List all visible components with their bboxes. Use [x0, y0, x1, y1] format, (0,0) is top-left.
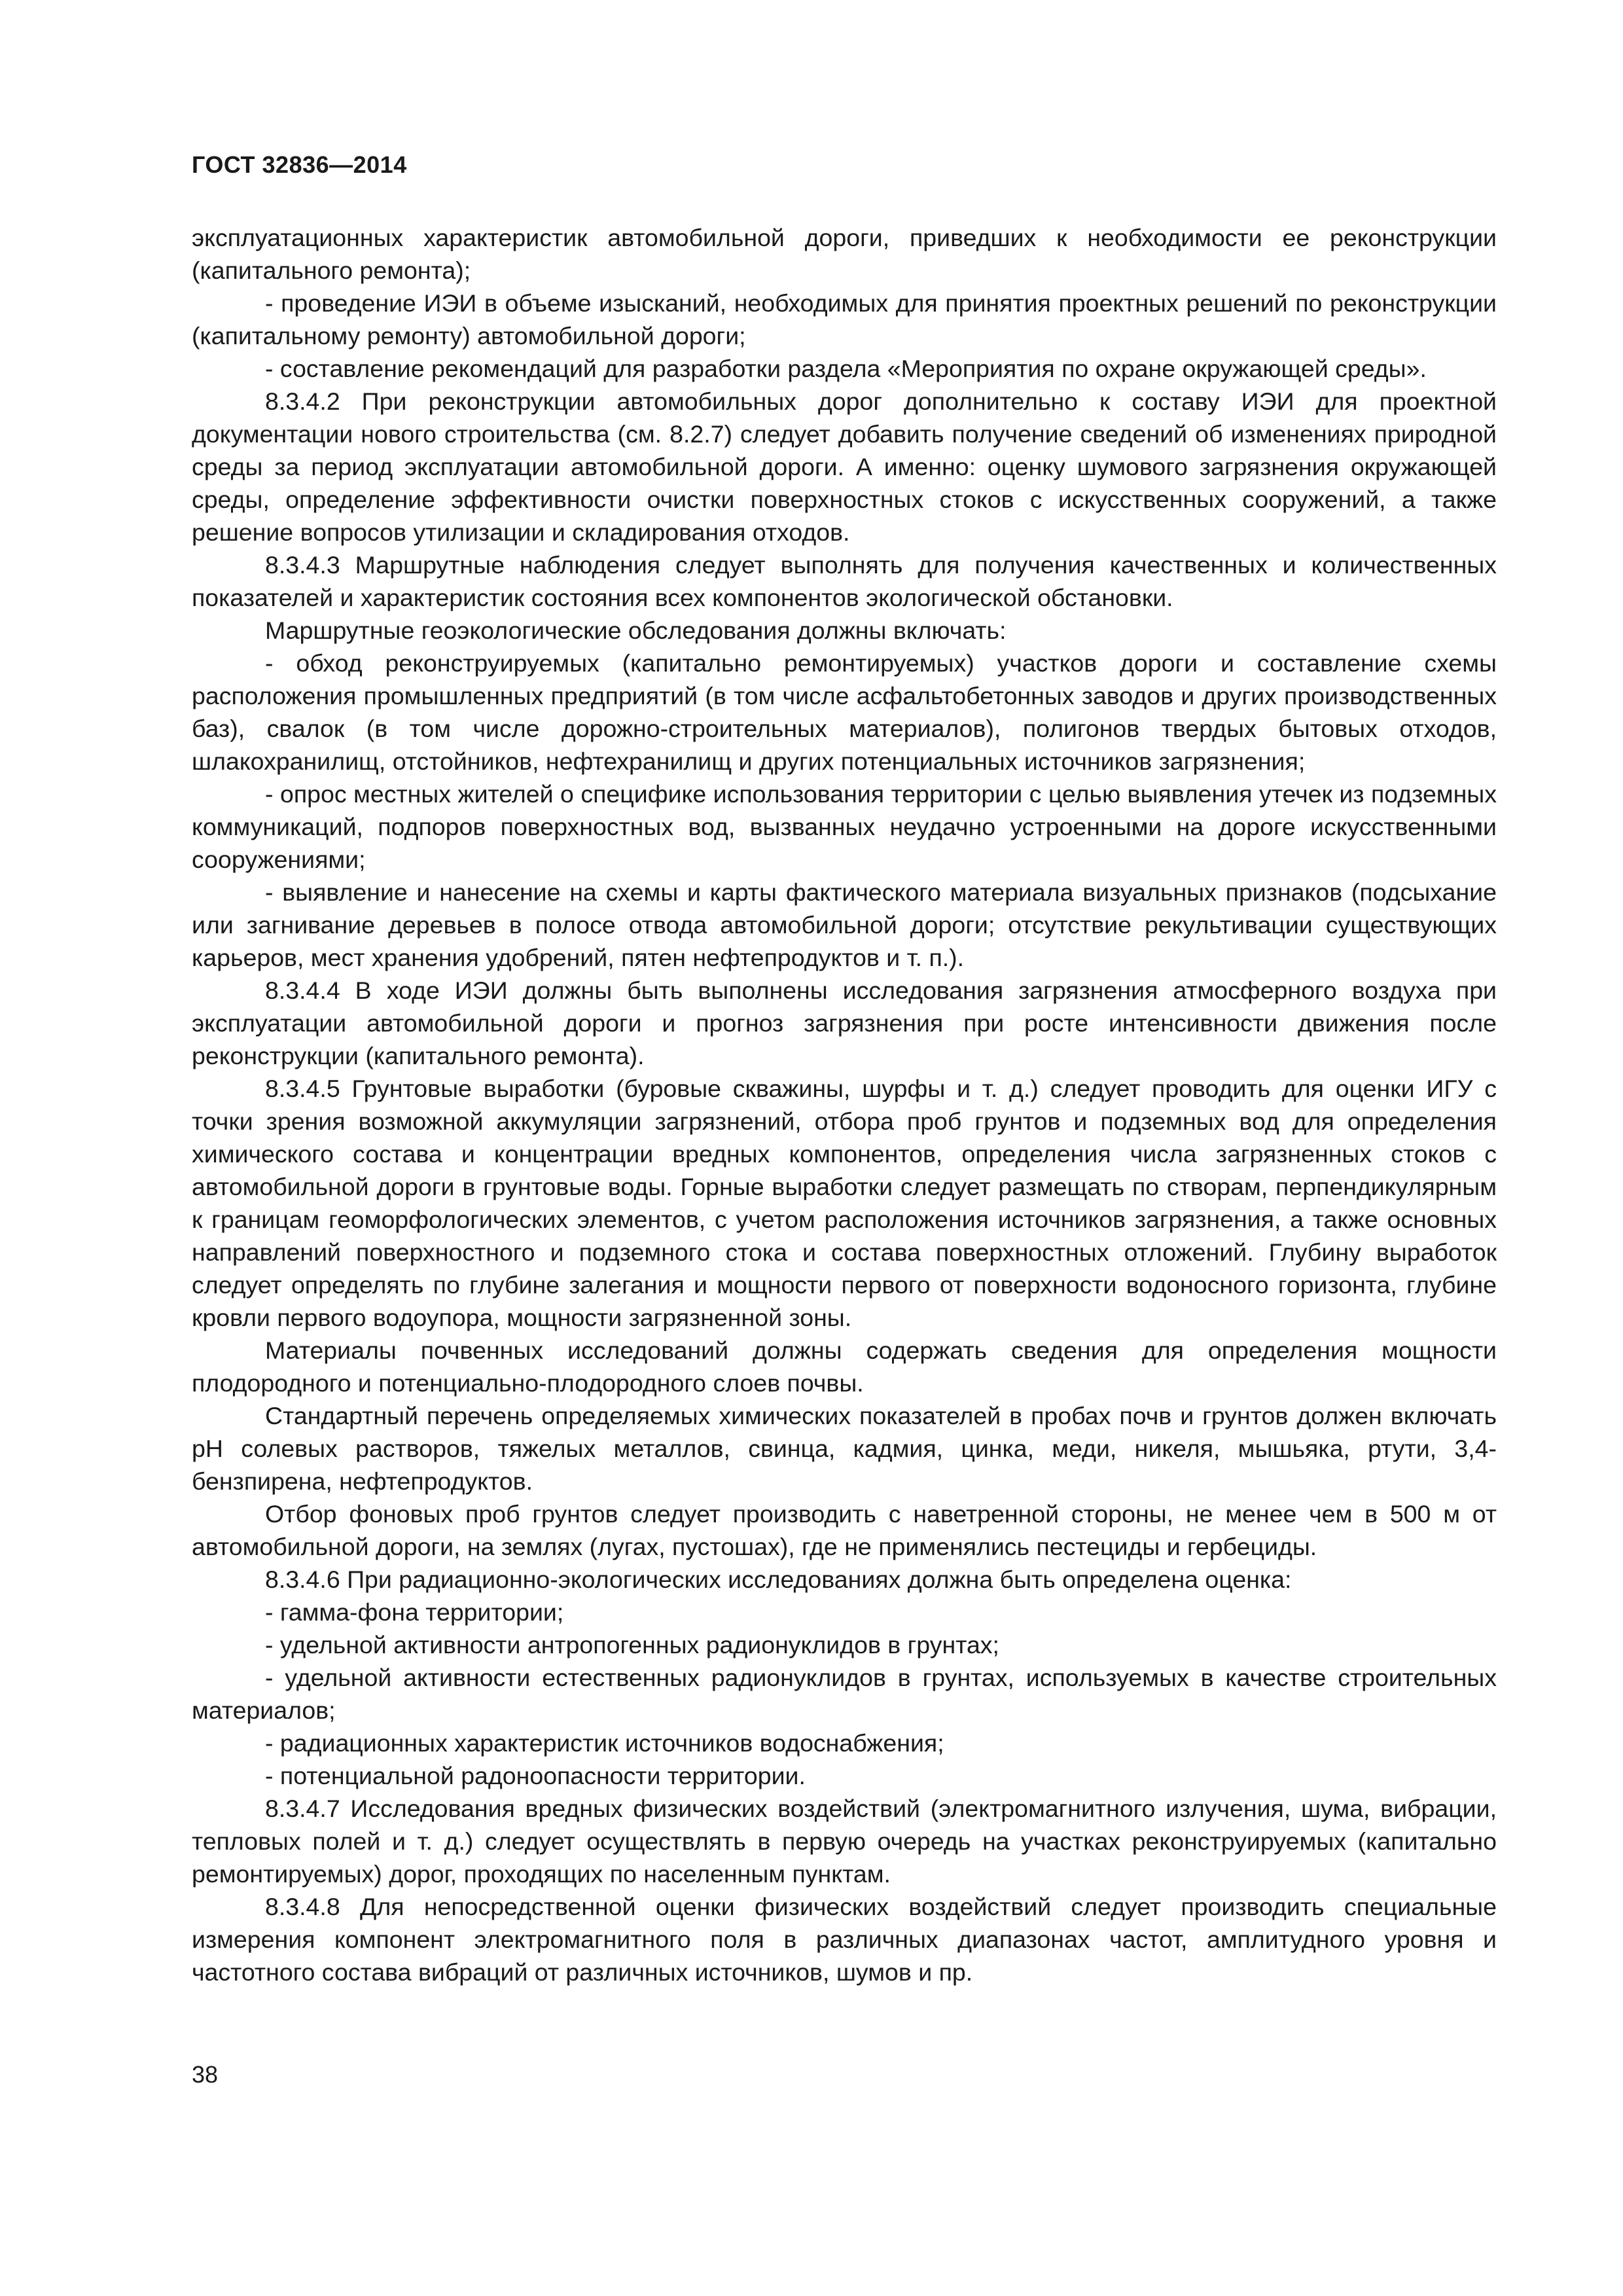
- paragraph: 8.3.4.6 При радиационно-экологических исследованиях должна быть определена оценка:: [265, 1566, 1292, 1593]
- paragraph: Маршрутные геоэкологические обследования должны включать:: [265, 617, 1007, 644]
- paragraph: - радиационных характеристик источников водоснабжения;: [265, 1729, 944, 1757]
- paragraph: - гамма-фона территории;: [265, 1598, 564, 1626]
- paragraph: - потенциальной радоноопасности территории.: [265, 1762, 806, 1789]
- paragraph: - удельной активности антропогенных радионуклидов в грунтах;: [265, 1631, 999, 1659]
- paragraph: - удельной активности естественных радионуклидов в грунтах, используемых в качестве строительных материалов;: [192, 1664, 1497, 1724]
- paragraph: 8.3.4.4 В ходе ИЭИ должны быть выполнены исследования загрязнения атмосферного воздуха при эксплуатации автомобильной дороги и прогноз загрязнения при росте интенсивности движения после реконструкции (капитального ремонта).: [192, 977, 1497, 1069]
- paragraph: 8.3.4.2 При реконструкции автомобильных дорог дополнительно к составу ИЭИ для проектной документации нового строительства (см. 8.2.7) следует добавить получение сведений об изменениях природной среды за период эксплуатации автомобильной дороги. А именно: оценку шумового загрязнения окружающей среды, определение эффективности очистки поверхностных стоков с искусственных сооружений, а также решение вопросов утилизации и складирования отходов.: [192, 387, 1497, 546]
- paragraph: 8.3.4.7 Исследования вредных физических воздействий (электромагнитного излучения, шума, вибрации, тепловых полей и т. д.) следует осуществлять в первую очередь на участках реконструируемых (капитально ремонтируемых) дорог, проходящих по населенным пунктам.: [192, 1795, 1497, 1888]
- paragraph: Отбор фоновых проб грунтов следует производить с наветренной стороны, не менее чем в 500 м от автомобильной дороги, на землях (лугах, пустошах), где не применялись пестециды и гербециды.: [192, 1500, 1497, 1560]
- paragraph: - обход реконструируемых (капитально ремонтируемых) участков дороги и составление схемы расположения промышленных предприятий (в том числе асфальтобетонных заводов и других производственных баз), свалок (в том числе дорожно-строительных материалов), полигонов твердых бытовых отходов, шлакохранилищ, отстойников, нефтехранилищ и других потенциальных источников загрязнения;: [192, 649, 1497, 775]
- paragraph: Материалы почвенных исследований должны содержать сведения для определения мощности плодородного и потенциально-плодородного слоев почвы.: [192, 1336, 1497, 1397]
- paragraph: эксплуатационных характеристик автомобильной дороги, приведших к необходимости ее реконструкции (капитального ремонта);: [192, 224, 1497, 284]
- paragraph: - проведение ИЭИ в объеме изысканий, необходимых для принятия проектных решений по реконструкции (капитальному ремонту) автомобильной дороги;: [192, 289, 1497, 350]
- paragraph: 8.3.4.8 Для непосредственной оценки физических воздействий следует производить специальные измерения компонент электромагнитного поля в различных диапазонах частот, амплитудного уровня и частотного состава вибраций от различных источников, шумов и пр.: [192, 1893, 1497, 1986]
- paragraph: 8.3.4.5 Грунтовые выработки (буровые скважины, шурфы и т. д.) следует проводить для оценки ИГУ с точки зрения возможной аккумуляции загрязнений, отбора проб грунтов и подземных вод для определения химического состава и концентрации вредных компонентов, определения числа загрязненных стоков с автомобильной дороги в грунтовые воды. Горные выработки следует размещать по створам, перпендикулярным к границам геоморфологических элементов, с учетом расположения источников загрязнения, а также основных направлений поверхностного и подземного стока и состава поверхностных отложений. Глубину выработок следует определять по глубине залегания и мощности первого от поверхности водоносного горизонта, глубине кровли первого водоупора, мощности загрязненной зоны.: [192, 1075, 1497, 1331]
- page-number: 38: [192, 2061, 219, 2088]
- document-header: ГОСТ 32836—2014: [192, 151, 407, 178]
- paragraph: - выявление и нанесение на схемы и карты фактического материала визуальных признаков (подсыхание или загнивание деревьев в полосе отвода автомобильной дороги; отсутствие рекультивации существующих карьеров, мест хранения удобрений, пятен нефтепродуктов и т. п.).: [192, 878, 1497, 971]
- paragraph: Стандартный перечень определяемых химических показателей в пробах почв и грунтов должен включать pH солевых растворов, тяжелых металлов, свинца, кадмия, цинка, меди, никеля, мышьяка, ртути, 3,4-бензпирена, нефтепродуктов.: [192, 1402, 1497, 1495]
- paragraph: - составление рекомендаций для разработки раздела «Мероприятия по охране окружающей среды».: [265, 355, 1427, 382]
- document-body: [192, 221, 1497, 1988]
- paragraph: - опрос местных жителей о специфике использования территории с целью выявления утечек из подземных коммуникаций, подпоров поверхностных вод, вызванных неудачно устроенными на дороге искусственными сооружениями;: [192, 780, 1497, 873]
- paragraph: 8.3.4.3 Маршрутные наблюдения следует выполнять для получения качественных и количественных показателей и характеристик состояния всех компонентов экологической обстановки.: [192, 551, 1497, 611]
